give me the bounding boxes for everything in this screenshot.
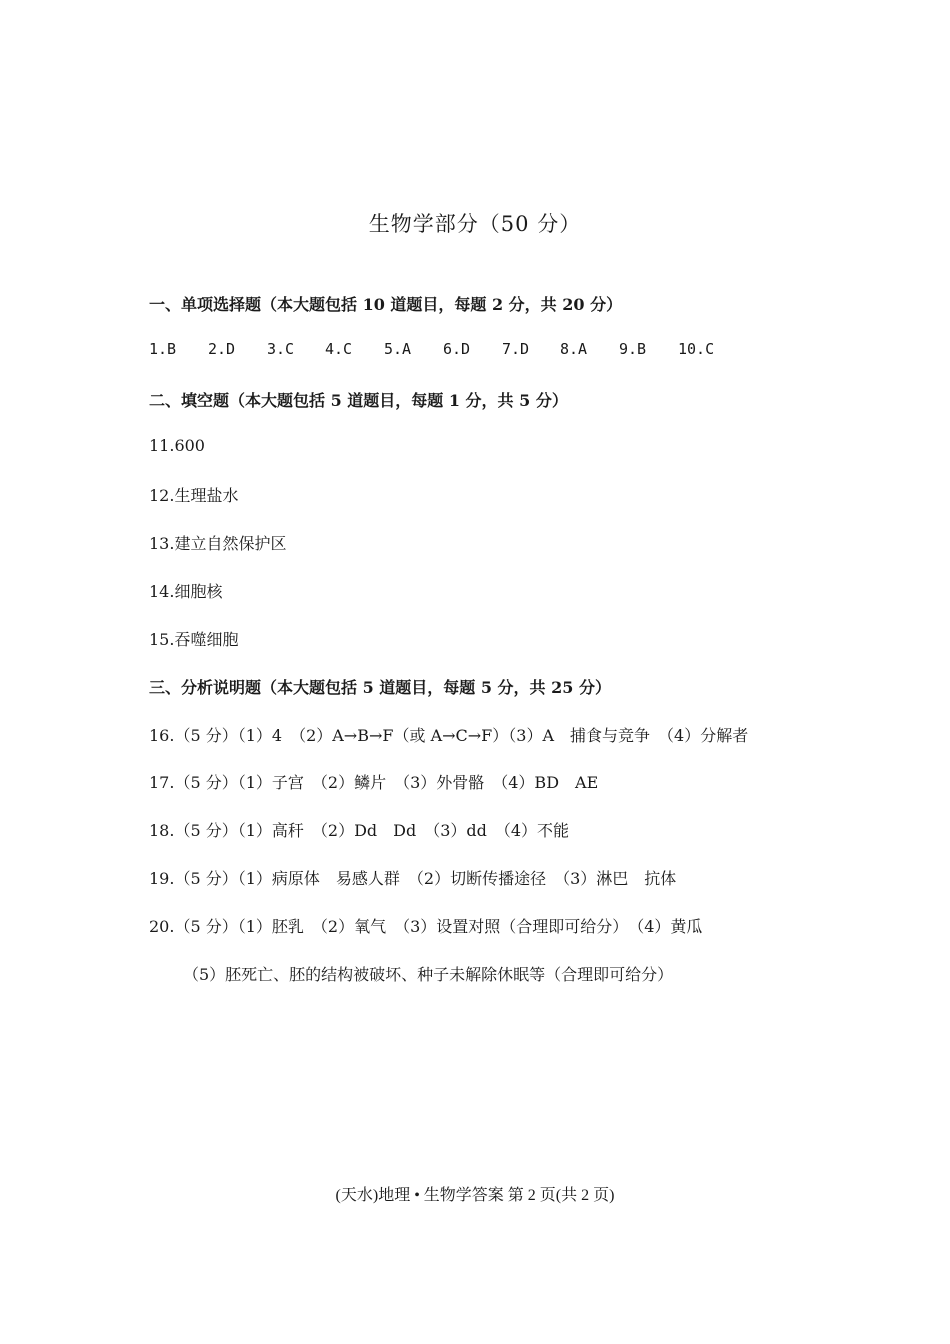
answer-line: 12.生理盐水 [149,486,239,505]
answer-line: 14.细胞核 [149,582,223,601]
answer-item: 3.C [267,340,295,358]
answer-item: 7.D [502,340,530,358]
answer-item: 8.A [560,340,588,358]
page-title: 生物学部分（50 分） [368,212,582,236]
answer-line: 11.600 [149,436,205,455]
answer-item: 2.D [208,340,236,358]
answer-item: 9.B [619,340,647,358]
section-heading-multiple-choice: 一、单项选择题（本大题包括 10 道题目，每题 2 分，共 20 分） [149,295,623,314]
answer-item: 10.C [678,340,715,358]
page-footer: (天水)地理 • 生物学答案 第 2 页(共 2 页) [335,1187,615,1204]
answer-item: 4.C [325,340,353,358]
answer-line: 15.吞噬细胞 [149,630,239,649]
section-heading-analysis: 三、分析说明题（本大题包括 5 道题目，每题 5 分，共 25 分） [149,678,611,697]
answer-item: 6.D [443,340,471,358]
section-heading-fill-in: 二、填空题（本大题包括 5 道题目，每题 1 分，共 5 分） [149,391,568,410]
answer-item: 1.B [149,340,177,358]
answer-line: 13.建立自然保护区 [149,534,287,553]
answer-item: 5.A [384,340,412,358]
answer-line: 18.（5 分）（1）高秆 （2）Dd Dd （3）dd （4）不能 [149,821,570,840]
answer-line: 17.（5 分）（1）子宫 （2）鳞片 （3）外骨骼 （4）BD AE [149,773,599,792]
answer-line: 19.（5 分）（1）病原体 易感人群 （2）切断传播途径 （3）淋巴 抗体 [149,869,677,888]
answer-line-continued: （5）胚死亡、胚的结构被破坏、种子未解除休眠等（合理即可给分） [183,965,674,984]
multiple-choice-answers [149,340,769,360]
answer-line: 16.（5 分）（1）4 （2）A→B→F（或 A→C→F）（3）A 捕食与竞争 （4）分解者 [149,726,749,745]
answer-line: 20.（5 分）（1）胚乳 （2）氧气 （3）设置对照（合理即可给分） （4）黄瓜 [149,917,703,936]
